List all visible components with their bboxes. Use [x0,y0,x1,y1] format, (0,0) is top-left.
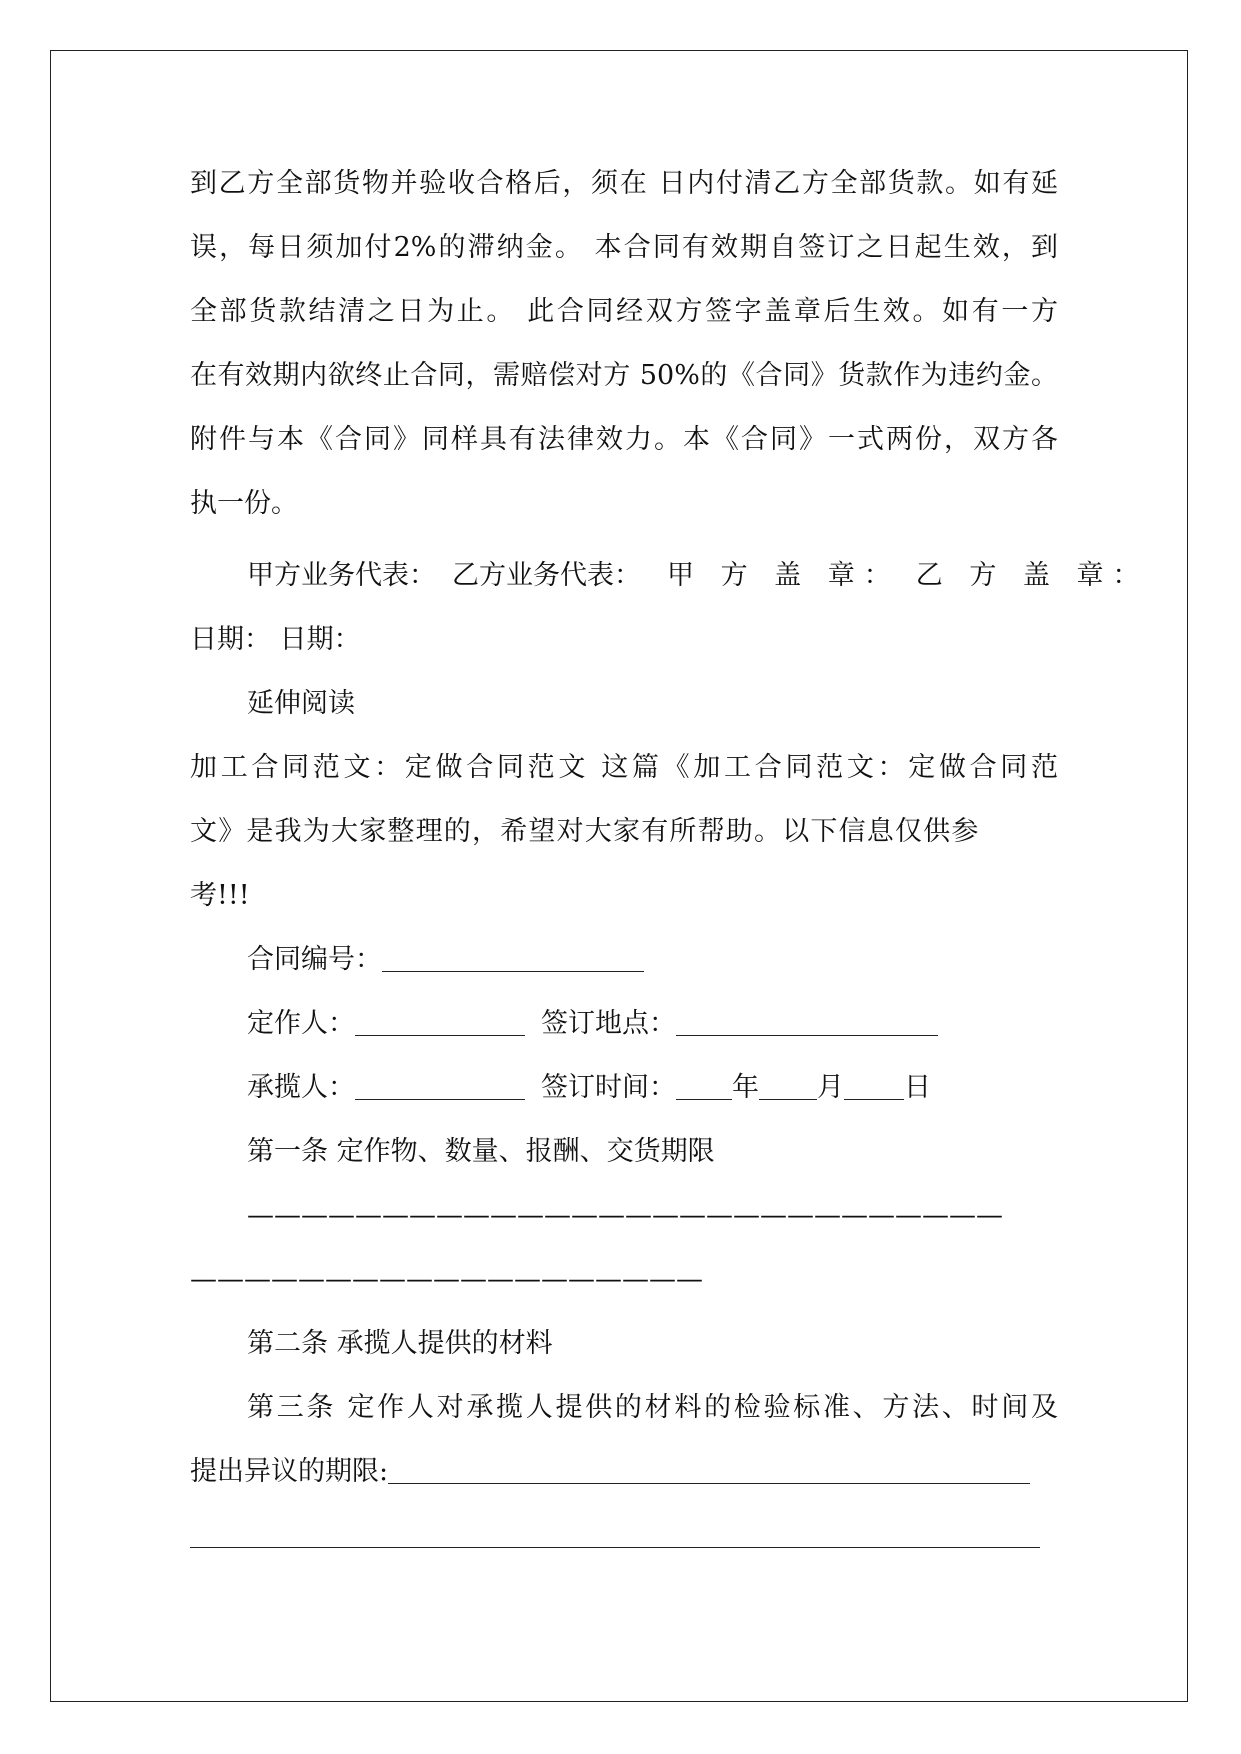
orderer-blank[interactable] [355,1009,525,1036]
contract-number-blank[interactable] [382,945,644,972]
day-label: 日 [904,1072,931,1103]
paragraph-line: 附件与本《合同》同样具有法律效力。本《合同》一式两份，双方各 [190,424,1058,455]
article-3-line [190,1454,1058,1490]
intro-line: 文》是我为大家整理的，希望对大家有所帮助。以下信息仅供参 [190,816,980,847]
year-blank[interactable] [676,1073,732,1100]
party-a-representative-label: 甲方业务代表： [247,560,436,591]
objection-deadline-label: 提出异议的期限: [190,1456,389,1487]
objection-deadline-blank[interactable] [388,1457,1030,1484]
blank-line [190,1518,1058,1554]
party-b-representative-label: 乙方业务代表： [452,560,641,591]
dash-fill-line: ———————————————————————————— [247,1200,1003,1231]
contractor-blank[interactable] [355,1073,525,1100]
article-1: 第一条 定作物、数量、报酬、交货期限 [247,1136,715,1167]
objection-deadline-blank-cont[interactable] [190,1521,1040,1548]
contract-number-field [247,942,1115,978]
section-heading: 延伸阅读 [247,688,355,719]
day-blank[interactable] [844,1073,904,1100]
paragraph-line: 在有效期内欲终止合同，需赔偿对方 50%的《合同》货款作为违约金。 [190,360,1058,391]
sign-place-label: 签订地点： [541,1008,676,1039]
month-label: 月 [817,1072,844,1103]
signature-line [247,558,1149,594]
article-3-line: 第三条 定作人对承揽人提供的材料的检验标准、方法、时间及 [247,1392,1058,1423]
paragraph-line: 全部货款结清之日为止。 此合同经双方签字盖章后生效。如有一方 [190,296,1058,327]
paragraph-line: 执一份。 [190,488,298,519]
intro-line: 考!!! [190,880,250,911]
dates-line: 日期： 日期： [190,624,361,655]
paragraph-line: 误，每日须加付2%的滞纳金。 本合同有效期自签订之日起生效，到 [190,232,1058,263]
contract-number-label: 合同编号： [247,944,382,975]
year-label: 年 [732,1072,759,1103]
sign-time-label: 签订时间： [541,1072,676,1103]
dash-fill-line: ——————————————————— [190,1264,703,1295]
paragraph-line: 到乙方全部货物并验收合格后，须在 日内付清乙方全部货款。如有延 [190,168,1058,199]
sign-place-blank[interactable] [676,1009,938,1036]
orderer-row [247,1006,1115,1042]
intro-line: 加工合同范文：定做合同范文 这篇《加工合同范文：定做合同范 [190,752,1058,783]
orderer-label: 定作人： [247,1008,355,1039]
party-a-seal-label: 甲 方 盖 章： [667,560,900,591]
month-blank[interactable] [759,1073,817,1100]
party-b-seal-label: 乙 方 盖 章： [915,560,1149,591]
contractor-row [247,1070,1115,1106]
article-2: 第二条 承揽人提供的材料 [247,1328,553,1359]
contractor-label: 承揽人： [247,1072,355,1103]
